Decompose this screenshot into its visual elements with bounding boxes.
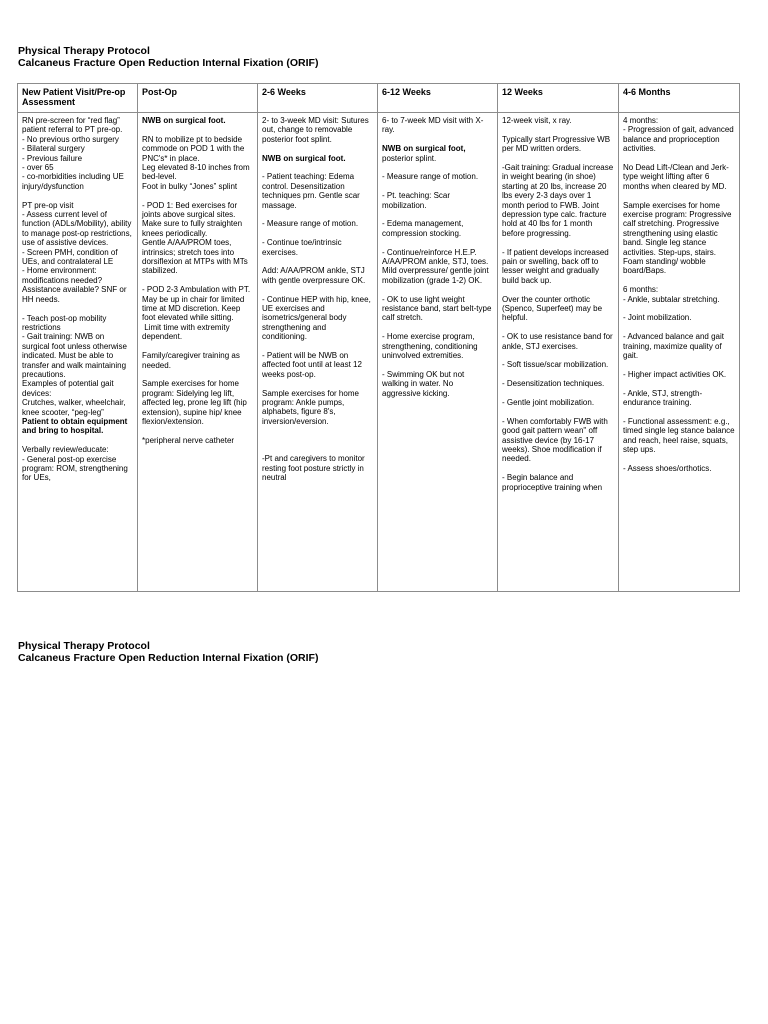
paragraph-gap — [262, 285, 373, 294]
paragraph-gap — [142, 370, 253, 379]
paragraph-gap — [382, 238, 493, 247]
paragraph-gap — [623, 379, 735, 388]
paragraph-gap — [262, 445, 373, 454]
cell-line: Examples of potential gait devices: — [22, 379, 116, 398]
cell-6-12-weeks — [378, 113, 498, 592]
paragraph-gap — [502, 285, 614, 294]
cell-12-weeks — [498, 113, 619, 592]
cell-line: RN to mobilize pt to bedside commode on POD 1 with the PNC's* in place. — [142, 134, 247, 163]
cell-line: - POD 2-3 Ambulation with PT. May be up in chair for limited time at MD discretion. Keep foot elevated while sitting. — [142, 285, 253, 323]
column-header: New Patient Visit/Pre-op Assessment — [18, 84, 138, 113]
paragraph-gap — [22, 191, 133, 200]
cell-line: - Joint mobilization. — [623, 313, 692, 323]
cell-line: - Ankle, subtalar stretching. — [623, 294, 720, 304]
cell-line: - Teach post-op mobility restrictions — [22, 313, 109, 332]
cell-line: 6- to 7-week MD visit with X-ray. — [382, 116, 484, 135]
cell-line: - Advanced balance and gait training, maximize quality of gait. — [623, 332, 727, 361]
cell-line: - Screen PMH, condition of UEs, and contralateral LE — [22, 247, 120, 267]
paragraph-gap — [623, 154, 735, 163]
cell-post-op — [138, 113, 258, 592]
repeat-subtitle: Calcaneus Fracture Open Reduction Internal Fixation (ORIF) — [18, 652, 319, 664]
cell-line: - over 65 — [22, 163, 54, 173]
cell-line: - No previous ortho surgery — [22, 134, 119, 144]
paragraph-gap — [502, 154, 614, 163]
cell-line: - OK to use light weight resistance band, start belt-type calf stretch. — [382, 294, 494, 323]
paragraph-gap — [502, 351, 614, 360]
paragraph-gap — [623, 304, 735, 313]
cell-line: - Ankle, STJ, strength-endurance training. — [623, 388, 703, 408]
paragraph-gap — [502, 464, 614, 473]
cell-line: NWB on surgical foot, — [382, 144, 466, 154]
paragraph-gap — [142, 426, 253, 435]
paragraph-gap — [22, 436, 133, 445]
cell-line: Typically start Progressive WB per MD written orders. — [502, 134, 613, 154]
cell-line: - POD 1: Bed exercises for joints above surgical sites. Make sure to fully straighten knees periodically. — [142, 200, 245, 238]
paragraph-gap — [262, 144, 373, 153]
paragraph-gap — [623, 360, 735, 369]
paragraph-gap — [262, 257, 373, 266]
protocol-table — [17, 83, 740, 592]
cell-line: - Measure range of motion. — [382, 172, 479, 182]
cell-line: - Soft tissue/scar mobilization. — [502, 360, 609, 370]
cell-line: - Desensitization techniques. — [502, 379, 605, 389]
cell-line: *peripheral nerve catheter — [142, 435, 235, 445]
cell-line: RN pre-screen for “red flag” patient referral to PT pre-op. — [22, 116, 123, 135]
paragraph-gap — [382, 163, 493, 172]
table-row — [18, 113, 740, 592]
cell-line: - Previous failure — [22, 153, 83, 163]
cell-line: - General post-op exercise program: ROM, strengthening for UEs, — [22, 454, 131, 483]
paragraph-gap — [502, 370, 614, 379]
repeat-header — [18, 640, 318, 664]
cell-line: Foot in bulky “Jones” splint — [142, 181, 238, 191]
paragraph-gap — [382, 135, 493, 144]
cell-line: - Pt. teaching: Scar mobilization. — [382, 191, 453, 210]
paragraph-gap — [623, 191, 735, 200]
cell-line: Verbally review/educate: — [22, 445, 109, 455]
paragraph-gap — [502, 125, 614, 134]
cell-line: - Home exercise program, strengthening, conditioning uninvolved extremities. — [382, 332, 480, 361]
paragraph-gap — [382, 323, 493, 332]
document-title: Physical Therapy Protocol — [18, 45, 150, 57]
cell-line: 12-week visit, x ray. — [502, 116, 572, 125]
cell-line: Add: A/AA/PROM ankle, STJ with gentle overpressure OK. — [262, 266, 367, 285]
paragraph-gap — [262, 210, 373, 219]
paragraph-gap — [382, 360, 493, 369]
cell-line: 2- to 3-week MD visit: Sutures out, change to removable posterior foot splint. — [262, 116, 371, 144]
cell-line: posterior splint. — [382, 153, 437, 163]
cell-line: - Measure range of motion. — [262, 219, 359, 229]
cell-line: -Pt and caregivers to monitor resting foot posture strictly in neutral — [262, 454, 367, 483]
document-subtitle: Calcaneus Fracture Open Reduction Internal Fixation (ORIF) — [18, 57, 319, 69]
cell-line: - Bilateral surgery — [22, 144, 85, 154]
cell-line: Leg elevated 8-10 inches from bed-level. — [142, 163, 252, 182]
repeat-title: Physical Therapy Protocol — [18, 640, 150, 652]
cell-line: Crutches, walker, wheelchair, knee scooter, “peg-leg” — [22, 398, 128, 417]
cell-pre-op — [18, 113, 138, 592]
document-header — [18, 45, 318, 69]
cell-line: NWB on surgical foot. — [142, 116, 226, 125]
paragraph-gap — [623, 323, 735, 332]
column-header: 4-6 Months — [619, 84, 740, 113]
cell-line: - Assess shoes/orthotics. — [623, 463, 712, 473]
column-header: 2-6 Weeks — [258, 84, 378, 113]
cell-line: Family/caregiver training as needed. — [142, 351, 243, 370]
cell-4-6-months — [619, 113, 740, 592]
paragraph-gap — [262, 163, 373, 172]
cell-line: 6 months: — [623, 285, 659, 295]
cell-line: - Swimming OK but not walking in water. No aggressive kicking. — [382, 369, 467, 398]
paragraph-gap — [502, 389, 614, 398]
cell-line: - Higher impact activities OK. — [623, 369, 727, 379]
paragraph-gap — [262, 426, 373, 435]
paragraph-gap — [262, 229, 373, 238]
cell-2-6-weeks — [258, 113, 378, 592]
cell-line: - OK to use resistance band for ankle, STJ exercises. — [502, 332, 615, 351]
paragraph-gap — [382, 210, 493, 219]
paragraph-gap — [382, 182, 493, 191]
cell-line: PT pre-op visit — [22, 200, 74, 210]
cell-line: 4 months: — [623, 116, 659, 125]
cell-line: - Functional assessment: e.g., timed single leg stance balance and reach, heel raise, squats, step ups. — [623, 416, 737, 455]
paragraph-gap — [382, 285, 493, 294]
cell-line: - When comfortably FWB with good gait pattern wean" off assistive device (by 16-17 weeks). Shoe modification if needed. — [502, 416, 611, 464]
column-header: Post-Op — [138, 84, 258, 113]
cell-line: - Gentle joint mobilization. — [502, 398, 595, 408]
cell-line: Gentle A/AA/PROM toes, intrinsics; stretch toes into dorsiflexion at MTPs with MTs stabilized. — [142, 238, 251, 276]
paragraph-gap — [623, 455, 735, 464]
cell-line: - Begin balance and proprioceptive training when — [502, 473, 603, 492]
paragraph-gap — [142, 276, 253, 285]
cell-line: - Continue HEP with hip, knee, UE exercises and isometrics/general body strengthening and conditioning. — [262, 294, 374, 342]
cell-line: -Gait training: Gradual increase in weight bearing (in shoe) starting at 20 lbs, increase 20 lbs every 2-3 days over 1 month period to FWB. Joint depression type calc. fracture hold at 40 lbs for 1 month before progressing. — [502, 163, 616, 238]
cell-line: No Dead Lift-/Clean and Jerk-type weight lifting after 6 months when cleared by MD. — [623, 163, 729, 191]
paragraph-gap — [502, 407, 614, 416]
column-header: 12 Weeks — [498, 84, 619, 113]
cell-line: Sample exercises for home exercise program: Progressive calf stretching. Progressive strengthening using elastic band. Single leg stance activities. Step-ups, stairs. Foam standing/ wobble board/Baps. — [623, 200, 734, 276]
paragraph-gap — [623, 407, 735, 416]
paragraph-gap — [142, 191, 253, 200]
cell-line: Limit time with extremity dependent. — [142, 322, 232, 342]
cell-line: Sample exercises for home program: Sidelying leg lift, affected leg, prone leg lift (hip extension), supine hip/ knee flexion/extension. — [142, 379, 250, 426]
cell-line: - Edema management, compression stocking. — [382, 219, 466, 238]
cell-line: - Assess current level of function (ADLs/Mobility), ability to manage post-op restrictions, use of assistive devices. — [22, 210, 135, 248]
cell-line: - Continue/reinforce H.E.P. A/AA/PROM ankle, STJ, toes. Mild overpressure/ gentle joint mobilization (grade 1-2) OK. — [382, 247, 491, 285]
cell-line: NWB on surgical foot. — [262, 153, 346, 163]
cell-line: - Home environment: modifications needed? Assistance available? SNF or HH needs. — [22, 266, 129, 304]
paragraph-gap — [502, 323, 614, 332]
cell-line: - Continue toe/intrinsic exercises. — [262, 238, 344, 257]
cell-line: - Gait training: NWB on surgical foot unless otherwise indicated. Must be able to transfer and walk maintaining precautions. — [22, 332, 130, 379]
cell-line: Over the counter orthotic (Spenco, Superfeet) may be helpful. — [502, 294, 605, 323]
cell-line: - Patient teaching: Edema control. Desensitization techniques prn. Gentle scar massage. — [262, 172, 363, 210]
paragraph-gap — [142, 342, 253, 351]
cell-line: - Patient will be NWB on affected foot until at least 12 weeks post-op. — [262, 351, 365, 379]
cell-line: - co-morbidities including UE injury/dysfunction — [22, 172, 127, 191]
cell-line: Patient to obtain equipment and bring to hospital. — [22, 416, 130, 436]
cell-line: Sample exercises for home program: Ankle pumps, alphabets, figure 8's, inversion/eversion. — [262, 388, 362, 426]
paragraph-gap — [502, 238, 614, 247]
cell-line: - Progression of gait, advanced balance and proprioception activities. — [623, 125, 736, 154]
paragraph-gap — [262, 436, 373, 445]
paragraph-gap — [623, 276, 735, 285]
paragraph-gap — [22, 304, 133, 313]
paragraph-gap — [262, 342, 373, 351]
paragraph-gap — [142, 125, 253, 134]
column-header: 6-12 Weeks — [378, 84, 498, 113]
paragraph-gap — [262, 379, 373, 388]
table-header-row — [18, 84, 740, 113]
cell-line: - If patient develops increased pain or swelling, back off to lesser weight and gradually build back up. — [502, 247, 611, 285]
